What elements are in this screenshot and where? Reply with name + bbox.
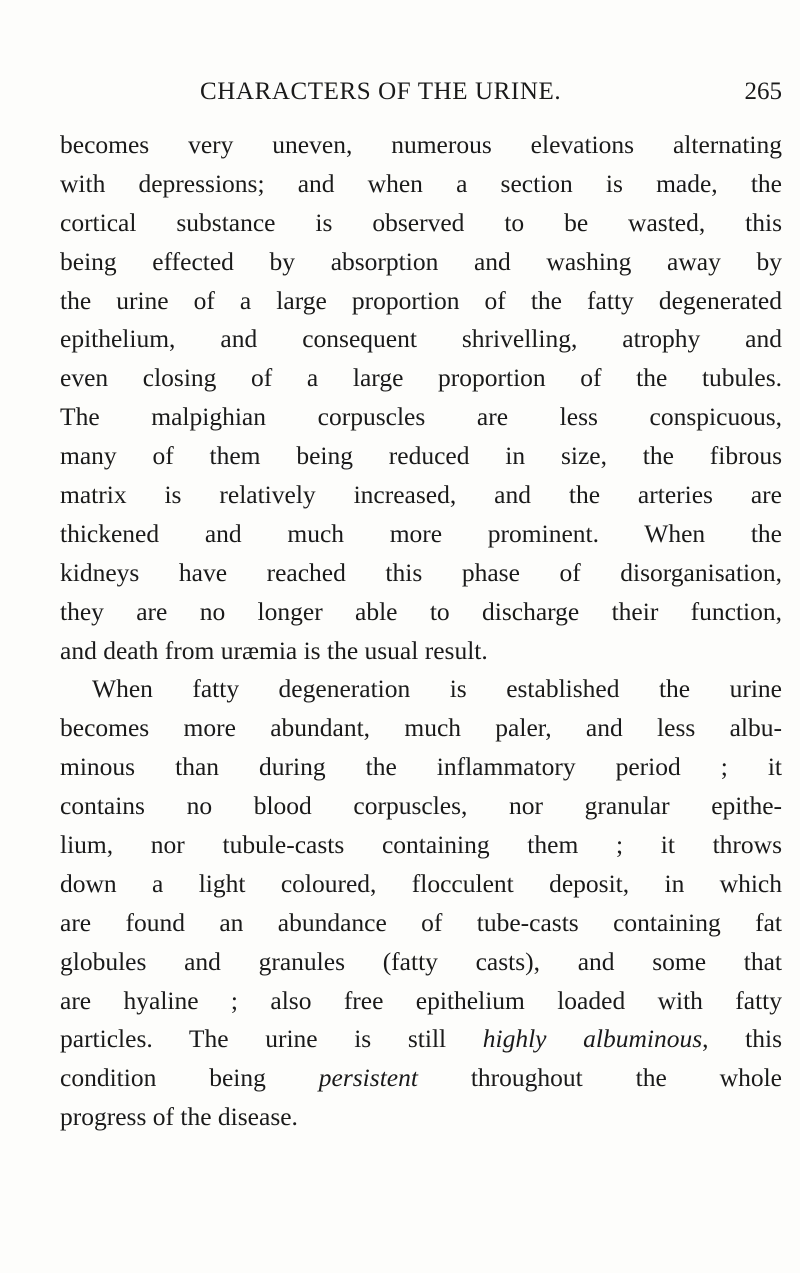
text-line: being effected by absorption and washing away by <box>60 246 782 276</box>
text-line <box>60 1020 782 1059</box>
text-line: even closing of a large proportion of the tubules. <box>60 363 782 393</box>
text-run: particles. The urine is still <box>60 1024 447 1054</box>
text-line: kidneys have reached this phase of disorganisation, <box>60 557 782 587</box>
text-run: throughout the whole <box>417 1063 782 1093</box>
text-line: epithelium, and consequent shrivelling, atrophy and <box>60 324 782 354</box>
body-text <box>60 126 782 1137</box>
text-line: with depressions; and when a section is made, the <box>60 168 782 198</box>
text-line: contains no blood corpuscles, nor granular epithe- <box>60 791 782 821</box>
text-line: down a light coloured, flocculent deposit, in which <box>60 868 782 898</box>
text-line: globules and granules (fatty casts), and some that <box>60 946 782 976</box>
text-line: and death from uræmia is the usual result. <box>60 635 488 665</box>
text-line: the urine of a large proportion of the fatty degenerated <box>60 285 782 315</box>
text-run: , this <box>702 1024 783 1054</box>
text-line: are hyaline ; also free epithelium loaded with fatty <box>60 985 782 1015</box>
text-line: becomes very uneven, numerous elevations alternating <box>60 130 782 159</box>
running-head: CHARACTERS OF THE URINE. <box>200 78 562 105</box>
text-line: they are no longer able to discharge their function, <box>60 596 782 626</box>
italic-text: persistent <box>318 1063 418 1093</box>
text-line: cortical substance is observed to be wasted, this <box>60 207 782 237</box>
text-line: matrix is relatively increased, and the arteries are <box>60 480 782 510</box>
text-run: condition being <box>60 1063 266 1093</box>
text-line: becomes more abundant, much paler, and less albu- <box>60 713 782 743</box>
text-line: When fatty degeneration is established the urine <box>92 674 782 704</box>
text-line <box>60 1059 782 1098</box>
text-line: minous than during the inflammatory period ; it <box>60 752 782 782</box>
text-line: The malpighian corpuscles are less conspicuous, <box>60 402 782 432</box>
text-line: thickened and much more prominent. When the <box>60 518 782 548</box>
italic-text: highly albuminous <box>482 1024 703 1054</box>
paragraph <box>60 670 782 1137</box>
page-number: 265 <box>744 78 782 105</box>
text-line: are found an abundance of tube-casts containing fat <box>60 907 782 937</box>
text-line: progress of the disease. <box>60 1102 298 1132</box>
text-line: many of them being reduced in size, the fibrous <box>60 441 782 471</box>
text-line: lium, nor tubule-casts containing them ; it throws <box>60 830 782 860</box>
paragraph <box>60 126 782 670</box>
page-header <box>60 78 782 114</box>
